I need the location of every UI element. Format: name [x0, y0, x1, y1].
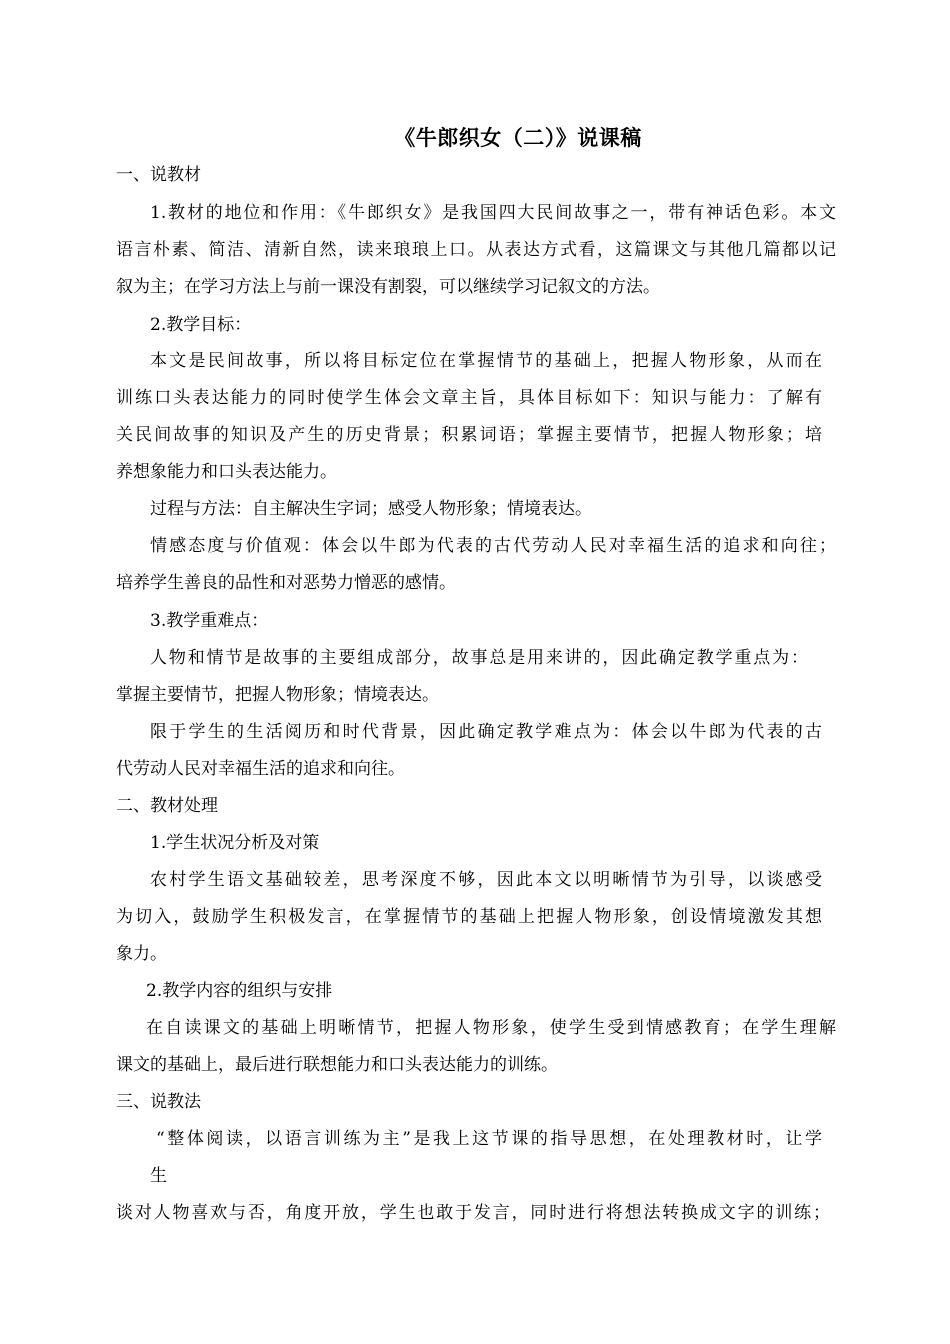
- paragraph-line: 农村学生语文基础较差，思考深度不够，因此本文以明晰情节为引导，以谈感受: [150, 870, 822, 890]
- paragraph-line: 本文是民间故事，所以将目标定位在掌握情节的基础上，把握人物形象，从而在: [150, 351, 822, 371]
- subheading: 1.学生状况分析及对策: [150, 833, 320, 853]
- paragraph-line: 谈对人物喜欢与否，角度开放，学生也敢于发言，同时进行将想法转换成文字的训练；: [116, 1203, 830, 1223]
- paragraph-line: 为切入，鼓励学生积极发言，在掌握情节的基础上把握人物形象，创设情境激发其想: [116, 907, 822, 927]
- paragraph-line: 代劳动人民对幸福生活的追求和向往。: [116, 759, 405, 779]
- subheading: 2.教学内容的组织与安排: [146, 981, 333, 1001]
- section-heading: 二、教材处理: [116, 796, 218, 816]
- section-heading: 三、说教法: [116, 1092, 201, 1112]
- subheading: 2.教学目标：: [150, 315, 252, 335]
- paragraph-line: 关民间故事的知识及产生的历史背景；积累词语；掌握主要情节，把握人物形象；培: [116, 425, 822, 445]
- paragraph-line: 养想象能力和口头表达能力。: [116, 462, 337, 482]
- paragraph-line: 限于学生的生活阅历和时代背景，因此确定教学难点为：体会以牛郎为代表的古: [150, 722, 822, 742]
- paragraph-line: 人物和情节是故事的主要组成部分，故事总是用来讲的，因此确定教学重点为：: [150, 648, 808, 668]
- paragraph-line: “整体阅读，以语言训练为主”是我上这节课的指导思想，在处理教材时，让学: [156, 1129, 822, 1149]
- paragraph-line: 语言朴素、简洁、清新自然，读来琅琅上口。从表达方式看，这篇课文与其他几篇都以记: [116, 240, 836, 260]
- paragraph-line: 培养学生善良的品性和对恶势力憎恶的感情。: [116, 573, 456, 593]
- paragraph-line: 叙为主；在学习方法上与前一课没有割裂，可以继续学习记叙文的方法。: [116, 277, 660, 297]
- paragraph-line: 1.教材的地位和作用：《牛郎织女》是我国四大民间故事之一，带有神话色彩。本文: [150, 203, 836, 223]
- section-heading: 一、说教材: [116, 165, 201, 185]
- paragraph-line: 课文的基础上，最后进行联想能力和口头表达能力的训练。: [116, 1055, 558, 1075]
- paragraph-line: 象力。: [116, 944, 167, 964]
- document-title: 《牛郎织女（二）》说课稿: [394, 125, 642, 150]
- paragraph-line: 掌握主要情节，把握人物形象；情境表达。: [116, 685, 439, 705]
- paragraph-line: 生: [150, 1166, 167, 1186]
- paragraph-line: 过程与方法：自主解决生字词；感受人物形象；情境表达。: [150, 499, 592, 519]
- paragraph-line: 情感态度与价值观：体会以牛郎为代表的古代劳动人民对幸福生活的追求和向往；: [150, 536, 836, 556]
- subheading: 3.教学重难点：: [150, 611, 269, 631]
- paragraph-line: 训练口头表达能力的同时使学生体会文章主旨，具体目标如下：知识与能力：了解有: [116, 388, 822, 408]
- paragraph-line: 在自读课文的基础上明晰情节，把握人物形象，使学生受到情感教育；在学生理解: [146, 1018, 836, 1038]
